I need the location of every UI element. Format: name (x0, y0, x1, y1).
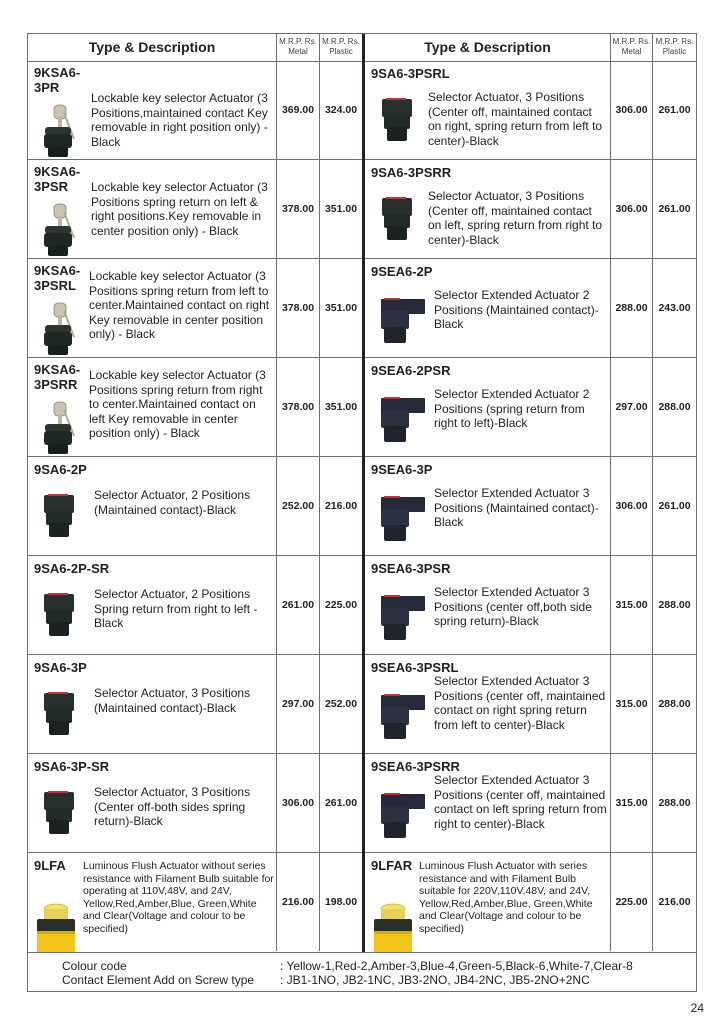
price-plastic: 288.00 (652, 655, 696, 753)
table-row (28, 259, 362, 358)
product-description: Luminous Flush Actuator with series resistance and with Filament Bulb suitable for 220V,110V,48V, and 24V, Yellow,Red,Amber,Blue, Green,White and Clear(Voltage and colour to be specified) (419, 860, 593, 935)
product-code: 9SEA6-3P (371, 462, 433, 477)
product-description: Selector Extended Actuator 3 Positions (center off, maintained contact on left spring return from right to center)-Black (434, 773, 607, 831)
price-plastic: 288.00 (652, 754, 696, 852)
product-code: 9SEA6-3PSRL (371, 660, 459, 675)
selector-actuator-icon (40, 790, 80, 845)
extended-selector-icon (378, 693, 432, 748)
colour-code-value: : Yellow-1,Red-2,Amber-3,Blue-4,Green-5,Black-6,White-7,Clear-8 (280, 959, 633, 973)
product-code: 9SEA6-3PSRR (371, 759, 460, 774)
page-number: 24 (690, 1001, 704, 1015)
colour-code-label: Colour code (62, 959, 127, 973)
product-code: 9LFAR (371, 858, 413, 873)
price-plastic: 225.00 (319, 556, 362, 654)
table-footer (28, 952, 696, 992)
description-cell (28, 259, 276, 357)
description-cell (28, 556, 276, 654)
mrp-label: M.R.P. Rs. (655, 37, 694, 46)
product-code: 9KSA6- 3PR (34, 65, 81, 95)
description-cell (365, 259, 610, 357)
price-metal: 369.00 (276, 61, 319, 159)
product-code: 9LFA (34, 858, 66, 873)
price-plastic: 261.00 (652, 160, 696, 258)
metal-label: Metal (288, 47, 308, 56)
table-row (365, 457, 696, 556)
description-cell (365, 61, 610, 159)
description-cell (28, 358, 276, 456)
price-metal: 261.00 (276, 556, 319, 654)
mrp-label: M.R.P. Rs. (322, 37, 360, 46)
product-description: Lockable key selector Actuator (3 Positions spring return from left to center.Maintained contact on right Key removable in center position only) - Black (89, 269, 270, 342)
product-code: 9SEA6-2PSR (371, 363, 451, 378)
table-row (28, 358, 362, 457)
product-code: 9SEA6-3PSR (371, 561, 451, 576)
header-type-description: Type & Description (424, 39, 551, 55)
extended-selector-icon (378, 396, 432, 451)
mrp-label: M.R.P. Rs. (279, 37, 317, 46)
description-cell (28, 655, 276, 753)
description-cell (28, 61, 276, 159)
table-row (28, 655, 362, 754)
price-metal: 288.00 (610, 259, 652, 357)
table-row (365, 160, 696, 259)
header-plastic (319, 34, 362, 61)
product-description: Selector Extended Actuator 2 Positions (Maintained contact)-Black (434, 288, 599, 332)
key-selector-icon (40, 202, 80, 263)
product-code: 9SA6-2P (34, 462, 87, 477)
product-description: Selector Actuator, 3 Positions (Maintained contact)-Black (94, 686, 251, 715)
description-cell (365, 556, 610, 654)
product-description: Selector Extended Actuator 3 Positions (Maintained contact)-Black (434, 486, 599, 530)
price-metal: 297.00 (276, 655, 319, 753)
product-description: Lockable key selector Actuator (3 Positions spring return from right to center.Maintained contact on left Key removable in center position only) - Black (89, 368, 266, 441)
description-cell (28, 160, 276, 258)
table-row (365, 259, 696, 358)
price-table (27, 33, 697, 992)
table-header (365, 34, 696, 62)
price-plastic: 261.00 (652, 61, 696, 159)
price-metal: 306.00 (610, 61, 652, 159)
plastic-label: Plastic (662, 47, 687, 56)
header-plastic (652, 34, 696, 61)
price-plastic: 324.00 (319, 61, 362, 159)
product-description: Luminous Flush Actuator without series resistance with Filament Bulb suitable for operating at 110V,48V, and 24V, Yellow,Red,Amber,Blue, Green,White and Clear(Voltage and colour to be specified) (83, 860, 274, 935)
contact-element-label: Contact Element Add on Screw type (62, 973, 255, 987)
product-code: 9KSA6- 3PSRR (34, 362, 81, 392)
description-cell (365, 358, 610, 456)
extended-selector-icon (378, 792, 432, 847)
extended-selector-icon (378, 495, 432, 550)
product-code: 9SA6-3PSRR (371, 165, 452, 180)
price-plastic: 288.00 (652, 358, 696, 456)
product-description: Selector Extended Actuator 3 Positions (center off,both side spring return)-Black (434, 585, 592, 629)
extended-selector-icon (378, 594, 432, 649)
price-plastic: 261.00 (319, 754, 362, 852)
description-cell (28, 754, 276, 852)
metal-label: Metal (621, 47, 642, 56)
price-plastic: 288.00 (652, 556, 696, 654)
product-code: 9KSA6- 3PSRL (34, 263, 81, 293)
table-row (28, 853, 362, 952)
selector-actuator-icon (378, 97, 418, 152)
price-plastic: 216.00 (652, 853, 696, 951)
table-row (28, 457, 362, 556)
price-plastic: 198.00 (319, 853, 362, 951)
contact-element-value: : JB1-1NO, JB2-1NC, JB3-2NO, JB4-2NC, JB5-2NO+2NC (280, 973, 590, 987)
price-metal: 297.00 (610, 358, 652, 456)
header-type-description: Type & Description (88, 39, 216, 55)
selector-actuator-icon (40, 691, 80, 746)
selector-actuator-icon (40, 493, 80, 548)
description-cell (28, 457, 276, 555)
product-code: 9KSA6- 3PSR (34, 164, 81, 194)
price-plastic: 243.00 (652, 259, 696, 357)
table-row (365, 556, 696, 655)
product-code: 9SA6-3P (34, 660, 87, 675)
description-cell (365, 457, 610, 555)
price-plastic: 351.00 (319, 160, 362, 258)
extended-selector-icon (378, 297, 432, 352)
price-metal: 315.00 (610, 655, 652, 753)
price-plastic: 351.00 (319, 358, 362, 456)
description-cell (365, 754, 610, 852)
key-selector-icon (40, 301, 80, 362)
left-table-half (28, 34, 362, 952)
product-code: 9SA6-3P-SR (34, 759, 110, 774)
selector-actuator-icon (378, 196, 418, 251)
key-selector-icon (40, 103, 80, 164)
product-description: Selector Actuator, 2 Positions (Maintained contact)-Black (94, 488, 251, 517)
price-metal: 315.00 (610, 556, 652, 654)
mrp-label: M.R.P. Rs. (612, 37, 651, 46)
price-metal: 306.00 (610, 457, 652, 555)
table-row (365, 853, 696, 952)
product-code: 9SA6-2P-SR (34, 561, 110, 576)
table-row (28, 556, 362, 655)
price-metal: 378.00 (276, 160, 319, 258)
selector-actuator-icon (40, 592, 80, 647)
product-description: Selector Actuator, 3 Positions (Center off, maintained contact on left, spring return from right to center)-Black (428, 189, 603, 247)
product-description: Selector Actuator, 3 Positions (Center off-both sides spring return)-Black (94, 785, 251, 829)
price-metal: 315.00 (610, 754, 652, 852)
price-plastic: 252.00 (319, 655, 362, 753)
table-row (365, 754, 696, 853)
table-row (28, 160, 362, 259)
price-plastic: 261.00 (652, 457, 696, 555)
product-description: Selector Actuator, 2 Positions Spring return from right to left - Black (94, 587, 258, 631)
table-row (28, 754, 362, 853)
price-metal: 216.00 (276, 853, 319, 951)
table-row (28, 61, 362, 160)
product-description: Selector Actuator, 3 Positions (Center off, maintained contact on right, spring return from left to center)-Black (428, 90, 603, 148)
product-description: Selector Extended Actuator 2 Positions (spring return from right to left)-Black (434, 387, 590, 431)
price-plastic: 351.00 (319, 259, 362, 357)
table-row (365, 655, 696, 754)
price-metal: 252.00 (276, 457, 319, 555)
price-metal: 378.00 (276, 259, 319, 357)
price-metal: 306.00 (610, 160, 652, 258)
table-row (365, 61, 696, 160)
header-metal (276, 34, 319, 61)
price-metal: 378.00 (276, 358, 319, 456)
table-row (365, 358, 696, 457)
product-description: Lockable key selector Actuator (3 Positions spring return on left & right positions.Key removable in center position only) - Black (91, 180, 268, 238)
product-code: 9SEA6-2P (371, 264, 433, 279)
price-plastic: 216.00 (319, 457, 362, 555)
product-description: Lockable key selector Actuator (3 Positions,maintained contact Key removable in right position only) - Black (91, 91, 268, 149)
description-cell (365, 655, 610, 753)
table-header (28, 34, 362, 62)
right-table-half (365, 34, 696, 952)
plastic-label: Plastic (329, 47, 353, 56)
price-metal: 306.00 (276, 754, 319, 852)
description-cell (365, 853, 610, 951)
product-description: Selector Extended Actuator 3 Positions (center off, maintained contact on right spring return from left to center)-Black (434, 674, 606, 732)
key-selector-icon (40, 400, 80, 461)
description-cell (28, 853, 276, 951)
price-metal: 225.00 (610, 853, 652, 951)
header-metal (610, 34, 652, 61)
product-code: 9SA6-3PSRL (371, 66, 450, 81)
description-cell (365, 160, 610, 258)
footer-separator (28, 952, 696, 953)
